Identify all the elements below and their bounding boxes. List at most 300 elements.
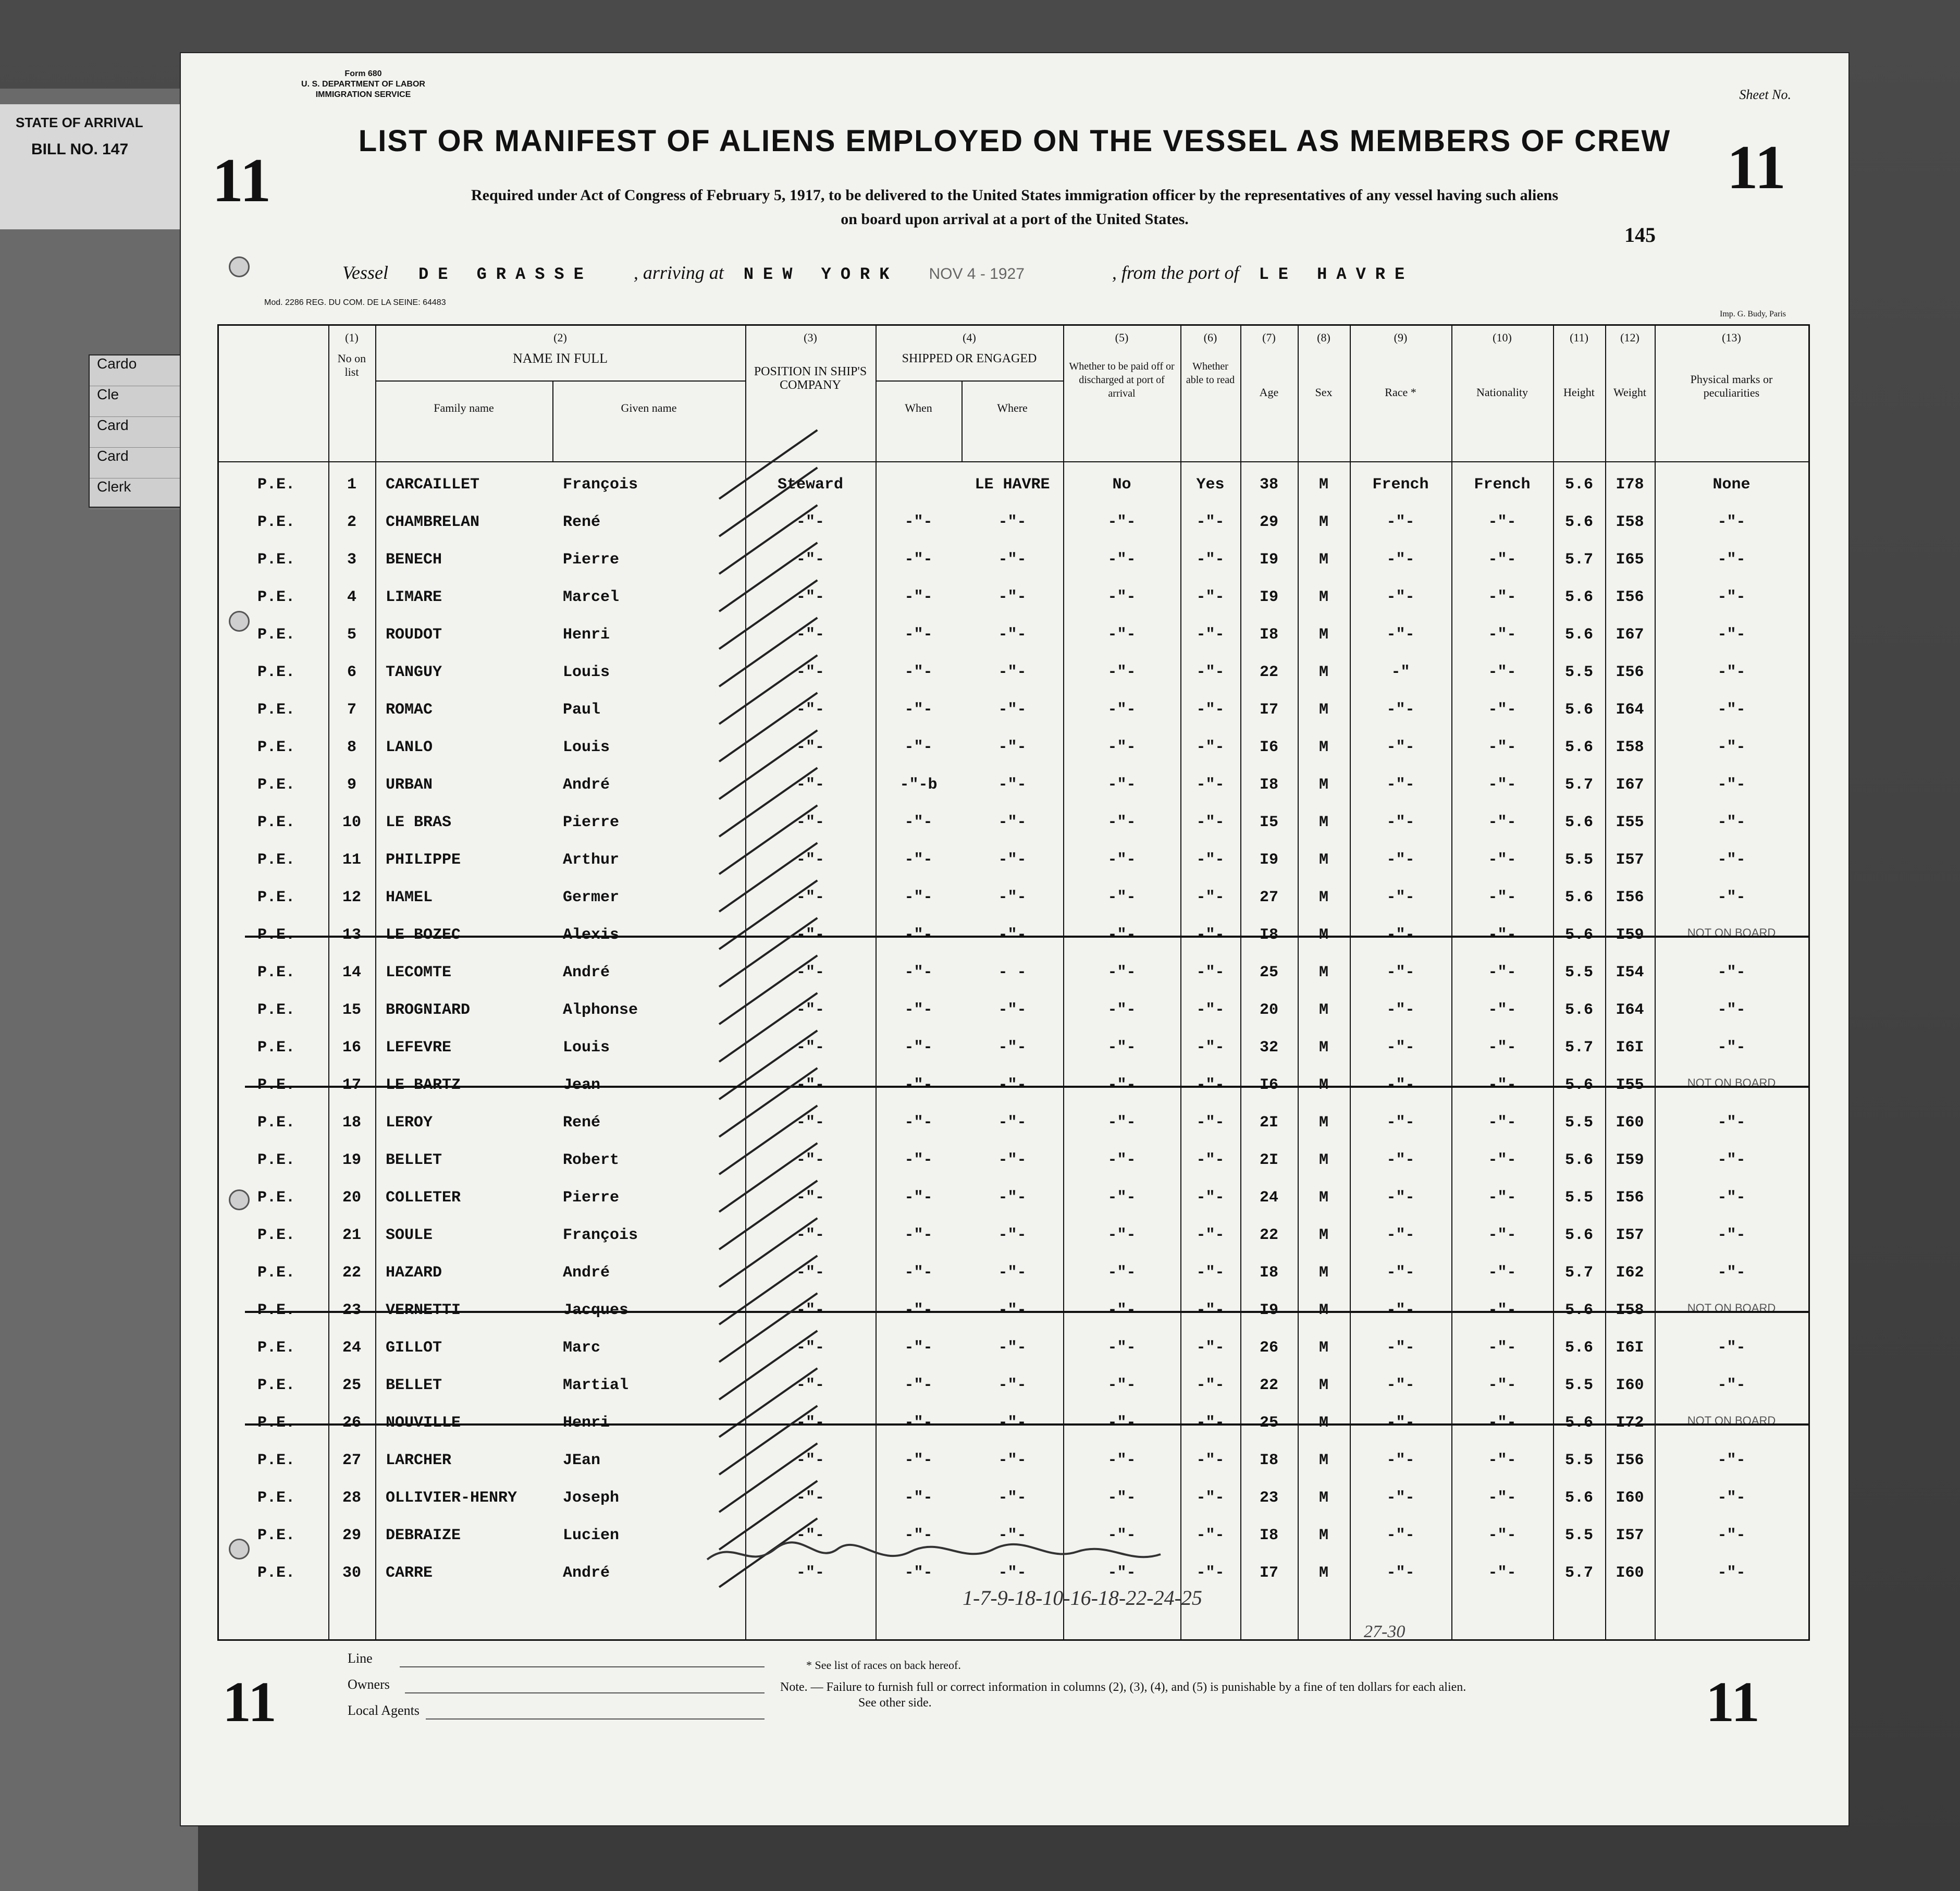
- cell-nat: -"-: [1488, 551, 1517, 569]
- cell-family: SOULE: [386, 1226, 433, 1244]
- cell-no: 26: [342, 1414, 361, 1432]
- cell-family: GILLOT: [386, 1339, 442, 1357]
- cell-prefix: P.E.: [257, 476, 295, 494]
- cell-no: 29: [342, 1527, 361, 1544]
- cell-nat: -"-: [1488, 1001, 1517, 1019]
- cell-sex: M: [1318, 1001, 1328, 1019]
- cell-height: 5.5: [1564, 964, 1593, 981]
- cell-weight: I57: [1616, 1226, 1644, 1244]
- cell-marks: NOT ON BOARD: [1687, 1076, 1776, 1089]
- binder-hole: [229, 1189, 250, 1210]
- cell-nat: -"-: [1488, 739, 1517, 756]
- cell-no: 6: [347, 664, 356, 681]
- cell-marks: NOT ON BOARD: [1687, 1301, 1776, 1315]
- cell-where: - -: [998, 964, 1027, 981]
- cell-prefix: P.E.: [257, 1001, 295, 1019]
- cell-prefix: P.E.: [257, 739, 295, 756]
- footer-rule: [426, 1718, 765, 1720]
- footer-rule: [405, 1692, 765, 1693]
- cell-when: -"-: [904, 1564, 933, 1582]
- cell-given: Marc: [563, 1339, 601, 1357]
- cell-nat: -"-: [1488, 1114, 1517, 1132]
- cell-paid: -"-: [1107, 588, 1136, 606]
- cell-paid: -"-: [1107, 1301, 1136, 1319]
- cell-read: -"-: [1196, 701, 1225, 719]
- cell-age: I7: [1259, 701, 1278, 719]
- cell-family: BELLET: [386, 1151, 442, 1169]
- cell-marks: -"-: [1717, 1039, 1746, 1057]
- cell-family: CARRE: [386, 1564, 433, 1582]
- cell-position: -"-: [796, 1414, 824, 1432]
- cell-prefix: P.E.: [257, 1564, 295, 1582]
- cell-nat: -"-: [1488, 1452, 1517, 1469]
- cell-nat: -"-: [1488, 626, 1517, 644]
- cell-when: -"-: [904, 814, 933, 831]
- left-cards-tab: [89, 354, 190, 508]
- cell-read: -"-: [1196, 1301, 1225, 1319]
- cell-prefix: P.E.: [257, 851, 295, 869]
- cell-weight: I59: [1616, 1151, 1644, 1169]
- cell-height: 5.6: [1564, 889, 1593, 906]
- cell-given: François: [563, 476, 638, 494]
- col-divider: [961, 380, 963, 461]
- cell-weight: I56: [1616, 664, 1644, 681]
- stamp-number: 145: [1624, 223, 1656, 247]
- cell-family: LECOMTE: [386, 964, 452, 981]
- cell-position: -"-: [796, 739, 824, 756]
- cell-position: -"-: [796, 1039, 824, 1057]
- cell-marks: -"-: [1717, 626, 1746, 644]
- cell-marks: -"-: [1717, 964, 1746, 981]
- cell-paid: -"-: [1107, 1452, 1136, 1469]
- cell-paid: -"-: [1107, 551, 1136, 569]
- cell-weight: I60: [1616, 1114, 1644, 1132]
- cell-prefix: P.E.: [257, 964, 295, 981]
- table-row: [219, 1292, 1808, 1330]
- cell-prefix: P.E.: [257, 588, 295, 606]
- cell-where: -"-: [998, 1489, 1027, 1507]
- cell-weight: I55: [1616, 814, 1644, 831]
- cell-given: Marcel: [563, 588, 620, 606]
- mod-line: Mod. 2286 REG. DU COM. DE LA SEINE: 64483: [264, 298, 446, 307]
- cell-height: 5.7: [1564, 1039, 1593, 1057]
- form-department: U. S. DEPARTMENT OF LABOR: [301, 80, 425, 89]
- footer-rule: [400, 1666, 765, 1667]
- cell-no: 17: [342, 1076, 361, 1094]
- cell-prefix: P.E.: [257, 664, 295, 681]
- table-row: [219, 842, 1808, 879]
- page-title: LIST OR MANIFEST OF ALIENS EMPLOYED ON THE VESSEL AS MEMBERS OF CREW: [358, 124, 1671, 158]
- binder-hole: [229, 256, 250, 277]
- cell-position: -"-: [796, 776, 824, 794]
- cell-when: -"-: [904, 1076, 933, 1094]
- cell-marks: -"-: [1717, 1489, 1746, 1507]
- col-number: (4): [963, 331, 976, 344]
- table-row: [219, 1367, 1808, 1405]
- cell-read: -"-: [1196, 1527, 1225, 1544]
- table-row: [219, 1067, 1808, 1104]
- cell-position: -"-: [796, 889, 824, 906]
- cell-age: I6: [1259, 1076, 1278, 1094]
- cell-where: -"-: [998, 1564, 1027, 1582]
- cell-position: -"-: [796, 851, 824, 869]
- cell-age: 38: [1259, 476, 1278, 494]
- cell-family: LEFEVRE: [386, 1039, 452, 1057]
- cell-when: -"-: [904, 851, 933, 869]
- cell-position: -"-: [796, 1226, 824, 1244]
- cell-weight: I54: [1616, 964, 1644, 981]
- cell-weight: I58: [1616, 739, 1644, 756]
- cell-no: 3: [347, 551, 356, 569]
- cell-where: -"-: [998, 889, 1027, 906]
- cell-given: André: [563, 1564, 610, 1582]
- big-number-bottom-left: 11: [223, 1670, 277, 1734]
- cell-nat: -"-: [1488, 701, 1517, 719]
- cell-read: -"-: [1196, 964, 1225, 981]
- table-row: [219, 692, 1808, 729]
- cell-height: 5.5: [1564, 1527, 1593, 1544]
- cell-paid: -"-: [1107, 1151, 1136, 1169]
- cell-height: 5.5: [1564, 1189, 1593, 1207]
- cell-height: 5.6: [1564, 814, 1593, 831]
- cell-race: -"-: [1386, 1527, 1415, 1544]
- cell-age: 26: [1259, 1339, 1278, 1357]
- cell-sex: M: [1318, 1489, 1328, 1507]
- cell-nat: -"-: [1488, 926, 1517, 944]
- cell-nat: -"-: [1488, 1151, 1517, 1169]
- cell-nat: -"-: [1488, 1377, 1517, 1394]
- cell-position: -"-: [796, 588, 824, 606]
- cell-age: 27: [1259, 889, 1278, 906]
- table-row: [219, 542, 1808, 579]
- cell-given: Alphonse: [563, 1001, 638, 1019]
- cell-family: LE BRAS: [386, 814, 452, 831]
- cell-marks: -"-: [1717, 851, 1746, 869]
- cell-when: -"-: [904, 964, 933, 981]
- cell-position: -"-: [796, 1114, 824, 1132]
- cell-sex: M: [1318, 1151, 1328, 1169]
- col-number: (12): [1620, 331, 1640, 344]
- table-row: [219, 1104, 1808, 1142]
- cell-where: -"-: [998, 814, 1027, 831]
- cell-position: -"-: [796, 1527, 824, 1544]
- cell-when: -"-: [904, 513, 933, 531]
- cell-family: OLLIVIER-HENRY: [386, 1489, 517, 1507]
- cell-given: Louis: [563, 739, 610, 756]
- left-stamp-paper: [0, 104, 193, 229]
- cell-family: URBAN: [386, 776, 433, 794]
- cell-sex: M: [1318, 664, 1328, 681]
- cell-prefix: P.E.: [257, 1189, 295, 1207]
- cell-prefix: P.E.: [257, 551, 295, 569]
- cell-no: 19: [342, 1151, 361, 1169]
- cell-weight: I56: [1616, 588, 1644, 606]
- col-number: (9): [1394, 331, 1408, 344]
- cell-age: 2I: [1259, 1114, 1278, 1132]
- cell-age: I7: [1259, 1564, 1278, 1582]
- col-head-read: Whether able to read: [1186, 361, 1235, 386]
- cell-weight: I62: [1616, 1264, 1644, 1282]
- cell-prefix: P.E.: [257, 1151, 295, 1169]
- header-divider: [876, 380, 1063, 382]
- cell-age: I8: [1259, 1527, 1278, 1544]
- cell-position: -"-: [796, 1001, 824, 1019]
- cell-position: -"-: [796, 1076, 824, 1094]
- cell-nat: -"-: [1488, 664, 1517, 681]
- cell-family: DEBRAIZE: [386, 1527, 461, 1544]
- cell-sex: M: [1318, 776, 1328, 794]
- cell-read: -"-: [1196, 889, 1225, 906]
- table-row: [219, 1442, 1808, 1480]
- cell-where: -"-: [998, 1264, 1027, 1282]
- cell-sex: M: [1318, 1114, 1328, 1132]
- cell-prefix: P.E.: [257, 1414, 295, 1432]
- cell-nat: -"-: [1488, 889, 1517, 906]
- cell-height: 5.6: [1564, 513, 1593, 531]
- cell-age: I9: [1259, 1301, 1278, 1319]
- table-row: [219, 1142, 1808, 1180]
- cell-race: -"-: [1386, 701, 1415, 719]
- cell-weight: I65: [1616, 551, 1644, 569]
- cell-position: -"-: [796, 1564, 824, 1582]
- cell-when: -"-: [904, 588, 933, 606]
- cell-given: Jean: [563, 1076, 601, 1094]
- cell-family: TANGUY: [386, 664, 442, 681]
- cell-age: I8: [1259, 926, 1278, 944]
- cell-read: Yes: [1196, 476, 1225, 494]
- cell-race: -"-: [1386, 1489, 1415, 1507]
- cell-race: -"-: [1386, 926, 1415, 944]
- table-row: [219, 466, 1808, 504]
- col-head-sex: Sex: [1315, 386, 1333, 399]
- cell-where: -"-: [998, 1226, 1027, 1244]
- cell-nat: French: [1474, 476, 1531, 494]
- cell-height: 5.6: [1564, 739, 1593, 756]
- cell-age: 22: [1259, 664, 1278, 681]
- cell-read: -"-: [1196, 1452, 1225, 1469]
- cell-age: 25: [1259, 1414, 1278, 1432]
- cell-prefix: P.E.: [257, 1039, 295, 1057]
- col-number: (8): [1317, 331, 1330, 344]
- cell-given: Jacques: [563, 1301, 629, 1319]
- cell-no: 15: [342, 1001, 361, 1019]
- printer-line: Imp. G. Budy, Paris: [1720, 310, 1786, 318]
- cell-sex: M: [1318, 1377, 1328, 1394]
- cell-age: I5: [1259, 814, 1278, 831]
- cell-no: 10: [342, 814, 361, 831]
- card-label: Card: [90, 448, 189, 478]
- cell-when: -"-: [904, 1189, 933, 1207]
- cell-when: -"-: [904, 701, 933, 719]
- cell-prefix: P.E.: [257, 926, 295, 944]
- cell-paid: -"-: [1107, 1039, 1136, 1057]
- col-number: (11): [1570, 331, 1588, 344]
- cell-marks: -"-: [1717, 1114, 1746, 1132]
- table-row: [219, 1180, 1808, 1217]
- binder-hole: [229, 1539, 250, 1560]
- cell-prefix: P.E.: [257, 1527, 295, 1544]
- cell-age: 32: [1259, 1039, 1278, 1057]
- cell-given: René: [563, 513, 601, 531]
- cell-family: CARCAILLET: [386, 476, 480, 494]
- penalty-note-text: Note. — Failure to furnish full or correct information in columns (2), (3), (4), and (5) is punishable by a fine of ten dollars for each alien.: [780, 1680, 1466, 1694]
- cell-paid: -"-: [1107, 1527, 1136, 1544]
- cell-when: -"-: [904, 626, 933, 644]
- left-stamp-line1: STATE OF ARRIVAL: [16, 115, 143, 130]
- cell-when: -"-: [904, 889, 933, 906]
- cell-position: -"-: [796, 964, 824, 981]
- col-number: (6): [1203, 331, 1217, 344]
- cell-nat: -"-: [1488, 1226, 1517, 1244]
- cell-given: Robert: [563, 1151, 620, 1169]
- cell-given: Pierre: [563, 814, 620, 831]
- cell-where: -"-: [998, 513, 1027, 531]
- cell-given: René: [563, 1114, 601, 1132]
- cell-when: -"-: [904, 926, 933, 944]
- footer-line-label: Line: [348, 1651, 373, 1666]
- cell-race: -": [1391, 664, 1410, 681]
- cell-position: -"-: [796, 551, 824, 569]
- cell-paid: -"-: [1107, 814, 1136, 831]
- cell-sex: M: [1318, 1264, 1328, 1282]
- sheet-no-label: Sheet No.: [1739, 87, 1791, 102]
- cell-position: Steward: [777, 476, 844, 494]
- cell-position: -"-: [796, 1151, 824, 1169]
- cell-weight: I60: [1616, 1377, 1644, 1394]
- cell-prefix: P.E.: [257, 1264, 295, 1282]
- cell-read: -"-: [1196, 1414, 1225, 1432]
- cell-age: I8: [1259, 776, 1278, 794]
- cell-read: -"-: [1196, 1264, 1225, 1282]
- cell-paid: No: [1112, 476, 1131, 494]
- col-number: (3): [804, 331, 817, 344]
- cell-sex: M: [1318, 701, 1328, 719]
- cell-nat: -"-: [1488, 776, 1517, 794]
- cell-family: ROUDOT: [386, 626, 442, 644]
- col-number: (1): [345, 331, 359, 344]
- cell-marks: NOT ON BOARD: [1687, 1414, 1776, 1427]
- table-row: [219, 579, 1808, 617]
- cell-marks: -"-: [1717, 1564, 1746, 1582]
- cell-race: -"-: [1386, 551, 1415, 569]
- arriving-port: NEW YORK: [743, 265, 899, 284]
- table-row: [219, 1255, 1808, 1292]
- cell-no: 7: [347, 701, 356, 719]
- cell-given: Louis: [563, 1039, 610, 1057]
- cell-height: 5.6: [1564, 1301, 1593, 1319]
- cell-height: 5.7: [1564, 1564, 1593, 1582]
- cell-nat: -"-: [1488, 1414, 1517, 1432]
- form-service: IMMIGRATION SERVICE: [315, 90, 411, 99]
- cell-sex: M: [1318, 926, 1328, 944]
- cell-prefix: P.E.: [257, 1452, 295, 1469]
- cell-paid: -"-: [1107, 739, 1136, 756]
- cell-nat: -"-: [1488, 513, 1517, 531]
- cell-sex: M: [1318, 1039, 1328, 1057]
- cell-prefix: P.E.: [257, 1489, 295, 1507]
- cell-marks: -"-: [1717, 739, 1746, 756]
- cell-age: 25: [1259, 964, 1278, 981]
- cell-paid: -"-: [1107, 1489, 1136, 1507]
- cell-weight: I6I: [1616, 1039, 1644, 1057]
- cell-race: -"-: [1386, 1189, 1415, 1207]
- cell-race: -"-: [1386, 1452, 1415, 1469]
- cell-paid: -"-: [1107, 701, 1136, 719]
- cell-race: -"-: [1386, 1001, 1415, 1019]
- cell-race: -"-: [1386, 739, 1415, 756]
- cell-race: -"-: [1386, 776, 1415, 794]
- cell-nat: -"-: [1488, 964, 1517, 981]
- cell-given: Henri: [563, 626, 610, 644]
- cell-no: 4: [347, 588, 356, 606]
- cell-no: 11: [342, 851, 361, 869]
- cell-read: -"-: [1196, 1339, 1225, 1357]
- cell-prefix: P.E.: [257, 513, 295, 531]
- page-subtitle: [301, 183, 1729, 231]
- cell-marks: -"-: [1717, 1001, 1746, 1019]
- cell-given: Henri: [563, 1414, 610, 1432]
- cell-read: -"-: [1196, 1039, 1225, 1057]
- cell-when: -"-: [904, 739, 933, 756]
- cell-read: -"-: [1196, 926, 1225, 944]
- cell-weight: I64: [1616, 701, 1644, 719]
- cell-prefix: P.E.: [257, 889, 295, 906]
- cell-height: 5.7: [1564, 1264, 1593, 1282]
- cell-race: -"-: [1386, 513, 1415, 531]
- cell-read: -"-: [1196, 664, 1225, 681]
- col-head-weight: Weight: [1613, 386, 1646, 399]
- cell-where: -"-: [998, 1189, 1027, 1207]
- cell-nat: -"-: [1488, 1527, 1517, 1544]
- cell-where: -"-: [998, 851, 1027, 869]
- cell-sex: M: [1318, 1076, 1328, 1094]
- table-row: [219, 1480, 1808, 1517]
- form-number: Form 680: [344, 69, 382, 78]
- cell-weight: I58: [1616, 1301, 1644, 1319]
- cell-family: BENECH: [386, 551, 442, 569]
- cell-prefix: P.E.: [257, 626, 295, 644]
- cell-when: -"-: [904, 1414, 933, 1432]
- cell-sex: M: [1318, 889, 1328, 906]
- table-row: [219, 617, 1808, 654]
- cell-marks: -"-: [1717, 1226, 1746, 1244]
- cell-no: 22: [342, 1264, 361, 1282]
- cell-height: 5.6: [1564, 926, 1593, 944]
- cell-position: -"-: [796, 814, 824, 831]
- cell-weight: I72: [1616, 1414, 1644, 1432]
- cell-no: 30: [342, 1564, 361, 1582]
- col-head-no: No on list: [337, 352, 366, 378]
- cell-read: -"-: [1196, 1564, 1225, 1582]
- cell-height: 5.6: [1564, 1414, 1593, 1432]
- cell-read: -"-: [1196, 1377, 1225, 1394]
- cell-where: -"-: [998, 701, 1027, 719]
- cell-marks: -"-: [1717, 1189, 1746, 1207]
- cell-position: -"-: [796, 926, 824, 944]
- cell-given: Alexis: [563, 926, 620, 944]
- cell-no: 23: [342, 1301, 361, 1319]
- cell-marks: -"-: [1717, 814, 1746, 831]
- see-other-side: See other side.: [858, 1696, 932, 1710]
- cell-weight: I67: [1616, 626, 1644, 644]
- cell-height: 5.6: [1564, 626, 1593, 644]
- cell-given: Paul: [563, 701, 601, 719]
- handwritten-total: 27-30: [1364, 1622, 1406, 1641]
- table-row: [219, 879, 1808, 917]
- cell-where: -"-: [998, 1076, 1027, 1094]
- form-header: [285, 69, 441, 100]
- cell-height: 5.7: [1564, 776, 1593, 794]
